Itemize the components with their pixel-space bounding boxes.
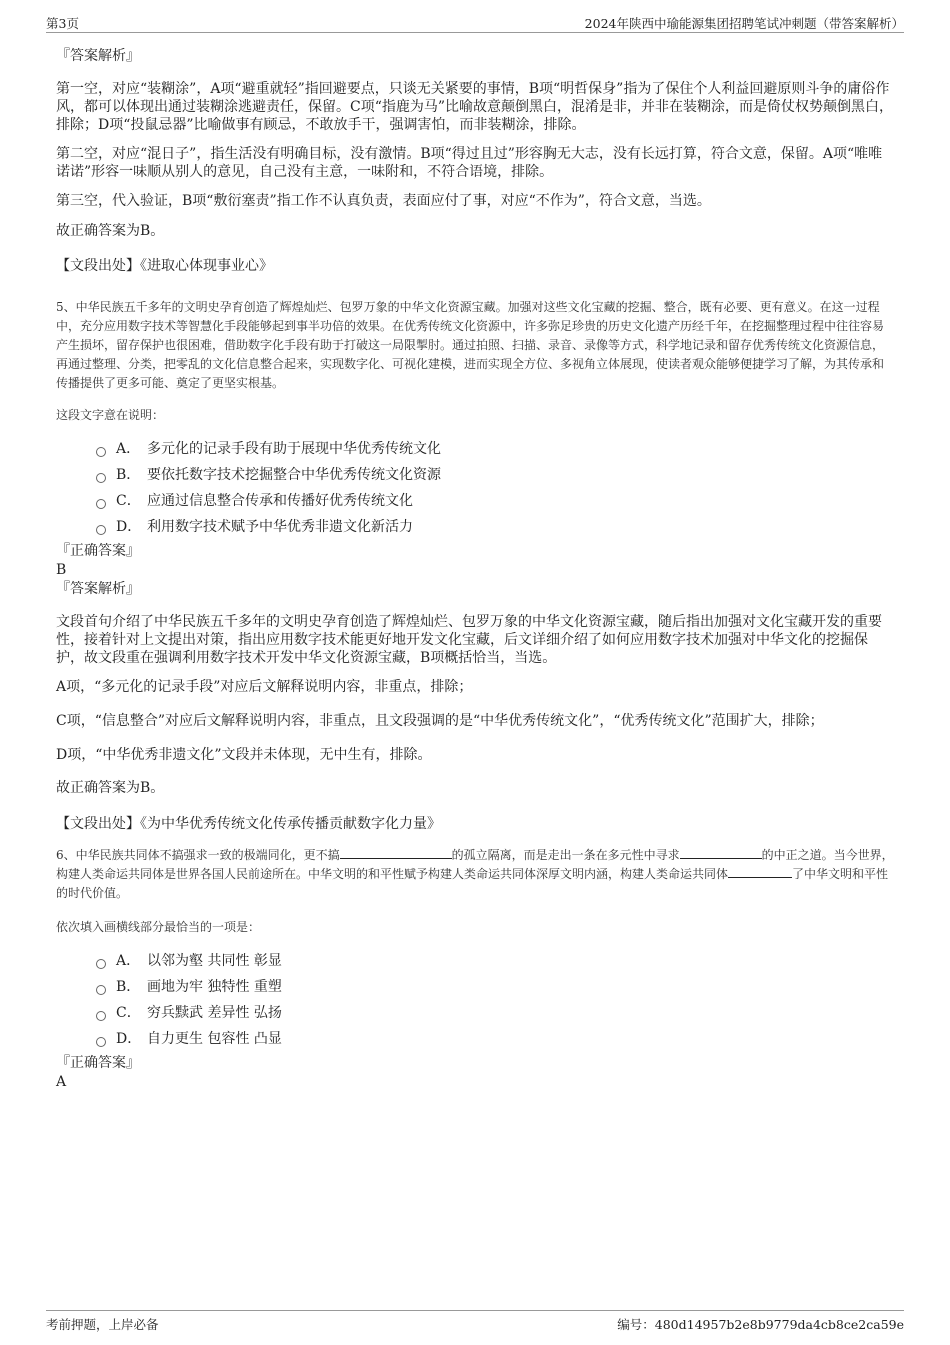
correct-answer: B bbox=[56, 562, 67, 578]
question-5-stem: 5、中华民族五千多年的文明史孕育创造了辉煌灿烂、包罗万象的中华文化资源宝藏。加强对这些文化宝藏的挖掘、整合，既有必要、更有意义。在这一过程中，充分应用数字技术等智慧化手段能够起到事半功倍的效果。在优秀传统文化资源中，许多弥足珍贵的历史文化遗产历经千年，在挖掘整理过程中往往容易产生损坏，留存保护也很困难，借助数字化手段有助于打破这一局限掣肘。通过拍照、扫描、录音、录像等方式，科学地记录和留存优秀传统文化资源信息，再通过整理、分类，把零乱的文化信息整合起来，实现数字化、可视化建模，进而实现全方位、多视角立体展现，使读者观众能够便捷学习了解，为其传承和传播提供了更多可能、奠定了更坚实根基。 bbox=[56, 300, 885, 390]
analysis-paragraph: 第三空，代入验证，B项“敷衍塞责”指工作不认真负责，表面应付了事，对应“不作为”，符合文意，当选。 bbox=[56, 193, 711, 209]
analysis-paragraph: A项，“多元化的记录手段”对应后文解释说明内容，非重点，排除； bbox=[56, 679, 473, 695]
analysis-paragraph: D项，“中华优秀非遗文化”文段并未体现，无中生有，排除。 bbox=[56, 747, 432, 763]
option-a[interactable]: A． 以邻为壑 共同性 彰显 bbox=[96, 948, 894, 974]
analysis-paragraph: C项，“信息整合”对应后文解释说明内容，非重点，且文段强调的是“中华优秀传统文化”，“优秀传统文化”范围扩大，排除； bbox=[56, 713, 824, 729]
option-c[interactable]: C． 应通过信息整合传承和传播好优秀传统文化 bbox=[96, 488, 894, 514]
fill-blank bbox=[680, 846, 762, 859]
analysis-paragraph: 第一空，对应“装糊涂”，A项“避重就轻”指回避要点，只谈无关紧要的事情，B项“明哲保身”指为了保住个人利益回避原则斗争的庸俗作风，都可以体现出通过装糊涂逃避责任，保留。C项“指鹿为马”比喻故意颠倒黑白，混淆是非，并非在装糊涂，而是倚仗权势颠倒黑白，排除；D项“投鼠忌器”比喻做事有顾忌，不敢放手干，强调害怕，而非装糊涂，排除。 bbox=[56, 81, 894, 133]
analysis-paragraph: 第二空，对应“混日子”，指生活没有明确目标，没有激情。B项“得过且过”形容胸无大志，没有长远打算，符合文意，保留。A项“唯唯诺诺”形容一味顺从别人的意见，自己没有主意，一味附和，不符合语境，排除。 bbox=[56, 146, 883, 180]
radio-button-icon[interactable] bbox=[96, 447, 106, 457]
correct-answer-label: 『正确答案』 bbox=[56, 1055, 140, 1071]
fill-blank bbox=[728, 865, 792, 878]
correct-answer: A bbox=[56, 1074, 67, 1090]
radio-button-icon[interactable] bbox=[96, 1037, 106, 1047]
option-c[interactable]: C． 穷兵黩武 差异性 弘扬 bbox=[96, 1000, 894, 1026]
question-6-options bbox=[56, 948, 894, 1052]
page-footer bbox=[46, 1310, 904, 1332]
option-a[interactable]: A． 多元化的记录手段有助于展现中华优秀传统文化 bbox=[96, 436, 894, 462]
option-d[interactable]: D． 利用数字技术赋予中华优秀非遗文化新活力 bbox=[96, 514, 894, 540]
document-id: 编号：480d14957b2e8b9779da4cb8ce2ca59e bbox=[617, 1317, 904, 1332]
fill-blank bbox=[340, 846, 452, 859]
correct-answer-label: 『正确答案』 bbox=[56, 543, 140, 559]
option-b[interactable]: B． 画地为牢 独特性 重塑 bbox=[96, 974, 894, 1000]
page-header bbox=[46, 14, 904, 33]
question-5-prompt: 这段文字意在说明： bbox=[56, 408, 165, 422]
page-number: 第3页 bbox=[46, 16, 79, 31]
analysis-conclusion: 故正确答案为B。 bbox=[56, 780, 165, 796]
radio-button-icon[interactable] bbox=[96, 985, 106, 995]
option-b[interactable]: B． 要依托数字技术挖掘整合中华优秀传统文化资源 bbox=[96, 462, 894, 488]
radio-button-icon[interactable] bbox=[96, 525, 106, 535]
radio-button-icon[interactable] bbox=[96, 473, 106, 483]
radio-button-icon[interactable] bbox=[96, 499, 106, 509]
question-6-stem: 6、中华民族共同体不搞强求一致的极端同化，更不搞 的孤立隔离，而是走出一条在多元性中寻求 的中正之道。当今世界，构建人类命运共同体是世界各国人民前途所在。中华文明的和平性赋予构建人类命运共同体深厚文明内涵，构建人类命运共同体 了中华文明和平性的时代价值。 bbox=[56, 848, 894, 900]
answer-analysis-label: 『答案解析』 bbox=[56, 581, 140, 597]
analysis-paragraph: 文段首句介绍了中华民族五千多年的文明史孕育创造了辉煌灿烂、包罗万象的中华文化资源宝藏，随后指出加强对文化宝藏开发的重要性，接着针对上文提出对策，指出应用数字技术能更好地开发文化宝藏，后文详细介绍了如何应用数字技术加强对中华文化的挖掘保护，故文段重在强调利用数字技术开发中华文化资源宝藏，B项概括恰当，当选。 bbox=[56, 614, 882, 666]
option-d[interactable]: D． 自力更生 包容性 凸显 bbox=[96, 1026, 894, 1052]
footer-slogan: 考前押题，上岸必备 bbox=[46, 1317, 159, 1332]
passage-source: 【文段出处】《为中华优秀传统文化传承传播贡献数字化力量》 bbox=[56, 816, 441, 832]
document-title: 2024年陕西中瑜能源集团招聘笔试冲刺题（带答案解析） bbox=[584, 16, 904, 31]
passage-source: 【文段出处】《进取心体现事业心》 bbox=[56, 258, 273, 274]
radio-button-icon[interactable] bbox=[96, 959, 106, 969]
page-content bbox=[56, 44, 894, 1092]
analysis-conclusion: 故正确答案为B。 bbox=[56, 223, 165, 239]
question-5-options bbox=[56, 436, 894, 540]
answer-analysis-label: 『答案解析』 bbox=[56, 48, 140, 64]
radio-button-icon[interactable] bbox=[96, 1011, 106, 1021]
question-6-prompt: 依次填入画横线部分最恰当的一项是： bbox=[56, 920, 261, 934]
